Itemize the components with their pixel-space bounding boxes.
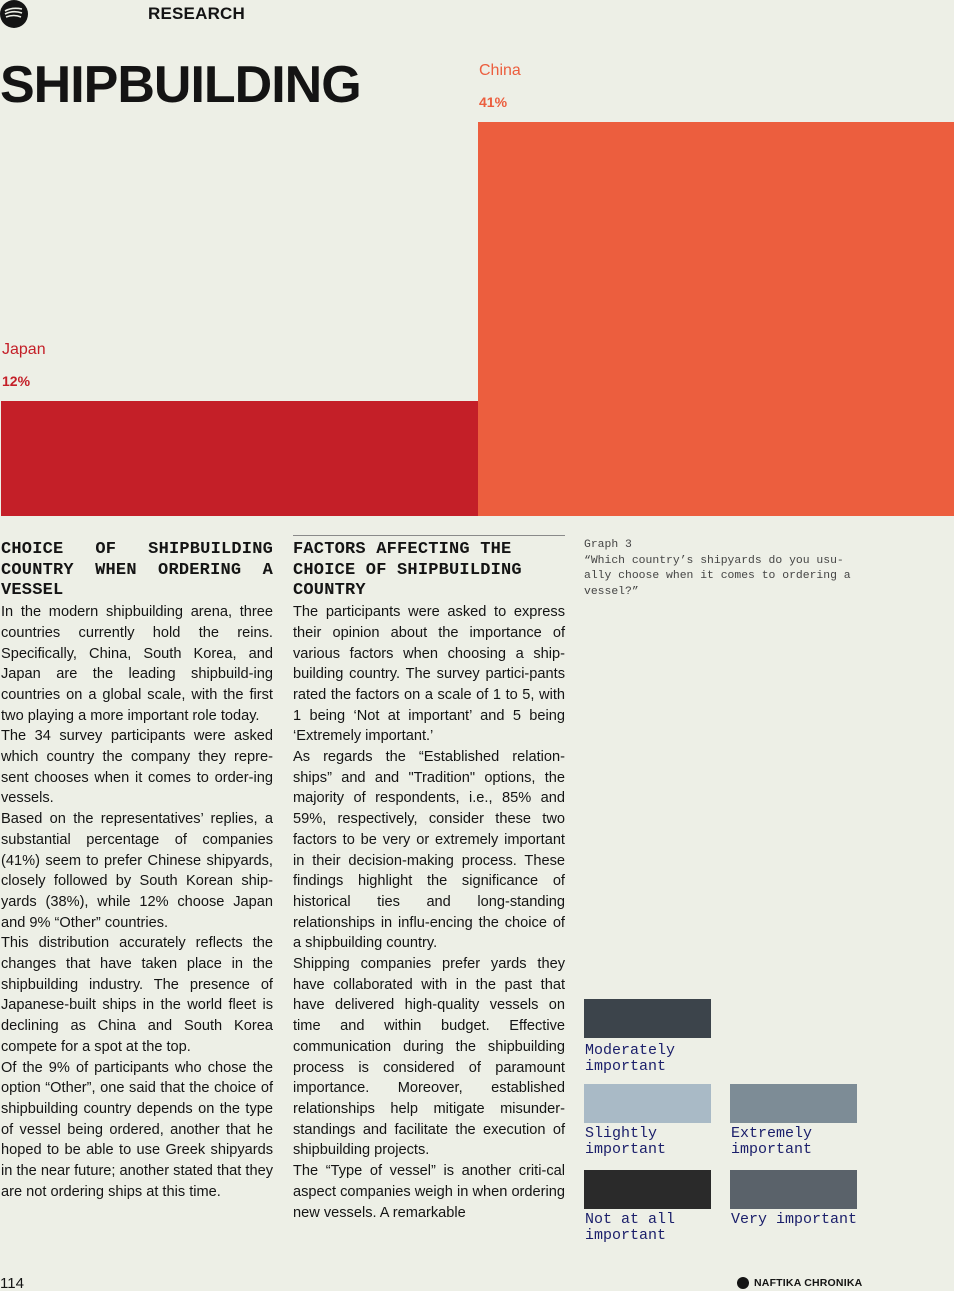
column2-paragraph: As regards the “Established relation-ships” and and "Tradition" options, the majority of respondents, i.e., 85% and 59%, respectively, consider these two factors to be very or extremely important in their decision-making process. These findings highlight the significance of historical ties and long-standing relationships in influ-encing the choice of a shipbuilding country.	[293, 749, 565, 952]
column2-paragraph: The “Type of vessel” is another criti-cal aspect companies weigh in when ordering new vessels. A remarkable	[293, 1163, 565, 1221]
legend-label: Extremely important	[731, 1125, 813, 1158]
brand-logo-icon	[737, 1277, 749, 1289]
column1-heading: CHOICE OF SHIPBUILDING COUNTRY WHEN ORDERING A VESSEL	[1, 540, 273, 601]
legend-swatch	[584, 999, 711, 1038]
bar-category-label: China	[479, 62, 521, 79]
legend-label: Not at all important	[585, 1211, 676, 1244]
footer-brand	[737, 1277, 862, 1289]
column1-paragraph: The 34 survey participants were asked which country the company they repre-sent chooses when it comes to order-ing vessels.	[1, 728, 273, 807]
bar-value-label: 12%	[2, 372, 31, 389]
bar-value-label: 41%	[479, 94, 508, 110]
legend-label: Slightly important	[585, 1125, 667, 1158]
column1-paragraph: Of the 9% of participants who chose the option “Other”, one said that the choice of shipbuilding country depends on the type of vessel being ordered, another that he hoped to be able to use Greek shipyards in the near future; another stated that they are not ordering ships at this time.	[1, 1059, 273, 1200]
logo-icon	[0, 0, 28, 28]
legend-swatch	[730, 1170, 857, 1209]
legend-swatch	[584, 1170, 711, 1209]
bar-japan	[1, 401, 478, 516]
column1-paragraph: In the modern shipbuilding arena, three countries currently hold the reins. Specifically, China, South Korea, and Japan are the leading shipbuild-ing countries on a global scale, with the first two playing a more important role today.	[1, 604, 273, 724]
column2-paragraph: Shipping companies prefer yards they have collaborated with in the past that have delivered high-quality vessels on time and within budget. Effective communication during the shipbuilding process is considered of paramount importance. Moreover, established relationships help mitigate misunder-standings and facilitate the execution of shipbuilding projects.	[293, 956, 565, 1159]
column2-paragraph: The participants were asked to express their opinion about the importance of various factors when choosing a ship-building country. The survey partici-pants rated the factors on a scale of 1 to 5, with 1 being ‘Not at important’ and 5 being ‘Extremely important.’	[293, 604, 565, 745]
legend-swatch	[584, 1084, 711, 1123]
graph-question: “Which country’s shipyards do you usu-ally choose when it comes to ordering a vessel?”	[584, 554, 851, 598]
legend-label: Moderately important	[585, 1042, 676, 1075]
graph-caption	[584, 538, 864, 600]
column1-paragraph: This distribution accurately reflects the changes that have taken place in the shipbuilding industry. The presence of Japanese-built ships in the world fleet is declining as China and South Korea compete for a spot at the top.	[1, 935, 273, 1055]
column2-heading: FACTORS AFFECTING THE CHOICE OF SHIPBUILDING COUNTRY	[293, 540, 522, 601]
column2-divider	[293, 535, 565, 536]
page-number: 114	[0, 1275, 24, 1291]
legend-label: Very important	[731, 1211, 858, 1228]
column1-paragraph: Based on the representatives’ replies, a substantial percentage of companies (41%) seem to prefer Chinese shipyards, closely followed by South Korean ship-yards (38%), while 12% choose Japan and 9% “Other” countries.	[1, 811, 273, 931]
graph-label: Graph 3	[584, 539, 632, 551]
column-factors	[293, 540, 565, 1223]
section-label: RESEARCH	[148, 4, 246, 23]
bar-category-label: Japan	[2, 340, 46, 358]
page-title: SHIPBUILDING	[0, 56, 361, 114]
bar-china	[478, 122, 954, 516]
column-choice-of-country	[1, 540, 273, 1203]
brand-name: NAFTIKA CHRONIKA	[754, 1277, 863, 1289]
legend-swatch	[730, 1084, 857, 1123]
